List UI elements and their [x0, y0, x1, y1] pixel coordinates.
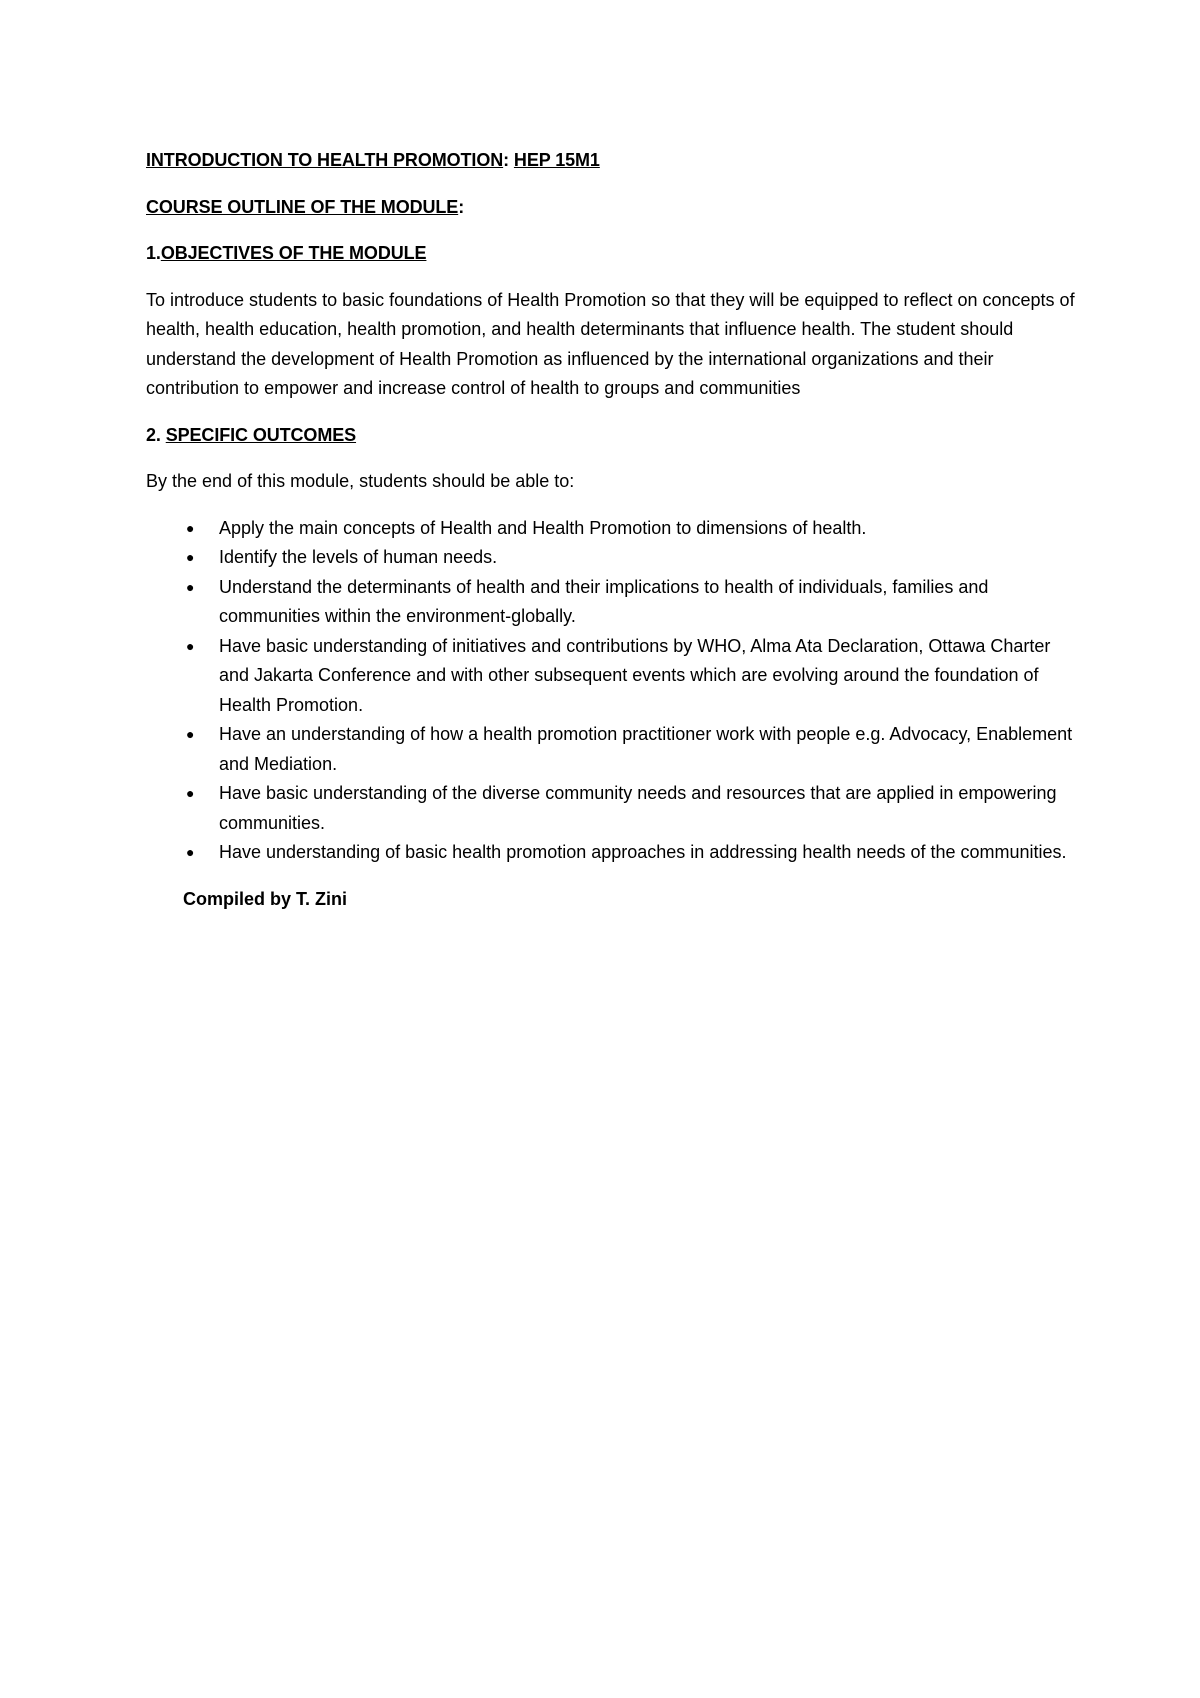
objectives-heading-label: OBJECTIVES OF THE MODULE — [160, 243, 427, 263]
list-item-text: Have basic understanding of initiatives and contributions by WHO, Alma Ata Declaration, Ottawa Charter and Jakarta Conference and with other subsequent events which are evolving around the foundation of Health Promotion. — [219, 635, 1051, 715]
bullet-icon: ● — [186, 637, 195, 654]
module-code: HEP 15M1 — [513, 150, 600, 170]
list-item — [146, 720, 1076, 779]
module-title: INTRODUCTION TO HEALTH PROMOTION — [146, 150, 504, 170]
course-outline-separator: : — [458, 196, 465, 217]
bullet-icon: ● — [186, 578, 195, 595]
list-item-text: Understand the determinants of health and their implications to health of individuals, families and communities within the environment-globally. — [219, 576, 989, 626]
document-content — [146, 146, 1076, 914]
list-item — [146, 573, 1076, 632]
title-separator: : — [503, 150, 514, 170]
document-title — [146, 146, 1076, 176]
list-item — [146, 838, 1076, 868]
objectives-number: 1. — [146, 243, 161, 263]
list-item-text: Have basic understanding of the diverse community needs and resources that are applied in empowering communities. — [219, 783, 1057, 833]
objectives-paragraph: To introduce students to basic foundations of Health Promotion so that they will be equipped to reflect on concepts of health, health education, health promotion, and health determinants that influence health. The student should understand the development of Health Promotion as influenced by the international organizations and their contribution to empower and increase control of health to groups and communities — [146, 289, 1075, 398]
outcomes-number: 2. — [146, 424, 166, 445]
outcomes-heading-label: SPECIFIC OUTCOMES — [165, 424, 357, 445]
list-item-text: Identify the levels of human needs. — [219, 547, 498, 567]
bullet-icon: ● — [186, 785, 195, 801]
bullet-icon: ● — [186, 519, 195, 536]
bullet-icon: ● — [186, 549, 195, 565]
bullet-icon: ● — [186, 726, 195, 742]
course-outline-heading — [146, 193, 1076, 223]
compiled-by: Compiled by T. Zini — [183, 888, 348, 909]
objectives-heading — [146, 239, 1076, 269]
list-item — [146, 543, 1076, 573]
list-item-text: Have an understanding of how a health promotion practitioner work with people e.g. Advocacy, Enablement and Mediation. — [219, 724, 1073, 774]
outcomes-intro: By the end of this module, students should be able to: — [146, 471, 575, 491]
list-item — [146, 514, 1076, 544]
bullet-icon: ● — [186, 844, 195, 860]
outcomes-list — [146, 514, 1076, 868]
list-item-text: Have understanding of basic health promotion approaches in addressing health needs of the communities. — [219, 842, 1067, 862]
list-item — [146, 779, 1076, 838]
outcomes-heading — [146, 421, 1076, 451]
course-outline-label: COURSE OUTLINE OF THE MODULE — [146, 196, 459, 217]
list-item-text: Apply the main concepts of Health and Health Promotion to dimensions of health. — [219, 517, 867, 538]
list-item — [146, 632, 1076, 721]
